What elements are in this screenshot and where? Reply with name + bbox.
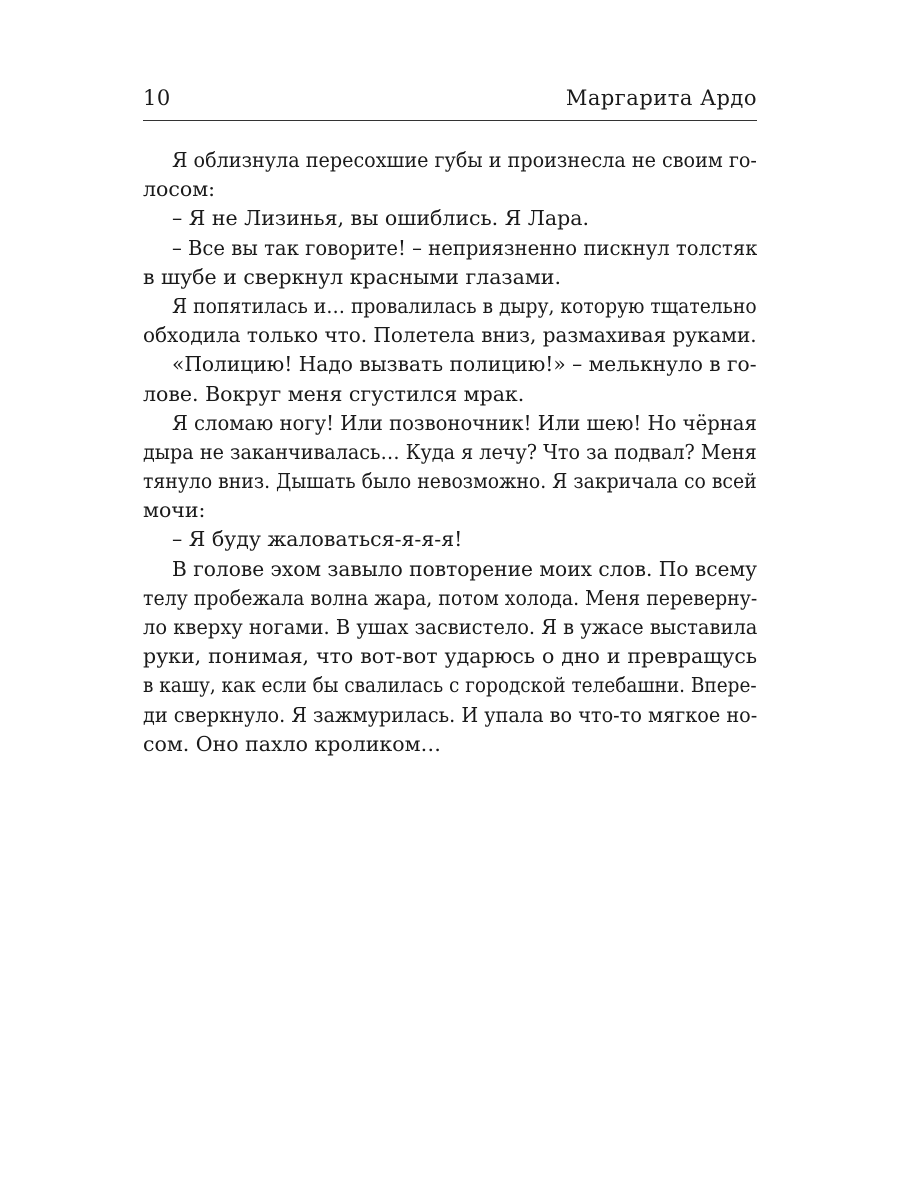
text-line: В голове эхом завыло повторение моих слов. По всему — [172, 556, 757, 581]
text-line: мочи: — [143, 498, 206, 523]
text-line: «Полицию! Надо вызвать полицию!» – мелькнуло в го- — [172, 352, 757, 377]
text-line: – Я не Лизинья, вы ошиблись. Я Лара. — [172, 206, 589, 231]
text-line: в шубе и сверкнул красными глазами. — [143, 264, 561, 289]
text-line: телу пробежала волна жара, потом холода. Меня переверну- — [143, 585, 757, 610]
text-line: тянуло вниз. Дышать было невозможно. Я закричала со всей — [143, 469, 757, 494]
page-number: 10 — [143, 86, 171, 110]
text-line: обходила только что. Полетела вниз, размахивая руками. — [143, 323, 757, 348]
text-line: в кашу, как если бы свалилась с городской телебашни. Впере- — [143, 673, 757, 698]
running-head-author: Маргарита Ардо — [565, 86, 757, 110]
text-line: Я облизнула пересохшие губы и произнесла не своим го- — [172, 148, 757, 172]
text-line: дыра не заканчивалась… Куда я лечу? Что за подвал? Меня — [143, 439, 757, 464]
text-line: лове. Вокруг меня сгустился мрак. — [143, 381, 525, 406]
text-line: Я сломаю ногу! Или позвоночник! Или шею! Но чёрная — [172, 410, 757, 435]
text-line: руки, понимая, что вот-вот ударюсь о дно и превращусь — [143, 644, 757, 669]
text-line: ло кверху ногами. В ушах засвистело. Я в ужасе выставила — [143, 615, 757, 639]
page-header — [143, 84, 757, 121]
text-line: – Я буду жаловаться-я-я-я! — [172, 527, 463, 552]
body-text — [143, 146, 757, 759]
text-line: Я попятилась и… провалилась в дыру, которую тщательно — [172, 293, 757, 318]
text-line: ди сверкнуло. Я зажмурилась. И упала во что-то мягкое но- — [143, 702, 757, 727]
text-line: сом. Оно пахло кроликом… — [143, 731, 442, 756]
text-line: – Все вы так говорите! – неприязненно пискнул толстяк — [172, 235, 757, 260]
text-line: лосом: — [143, 177, 216, 202]
